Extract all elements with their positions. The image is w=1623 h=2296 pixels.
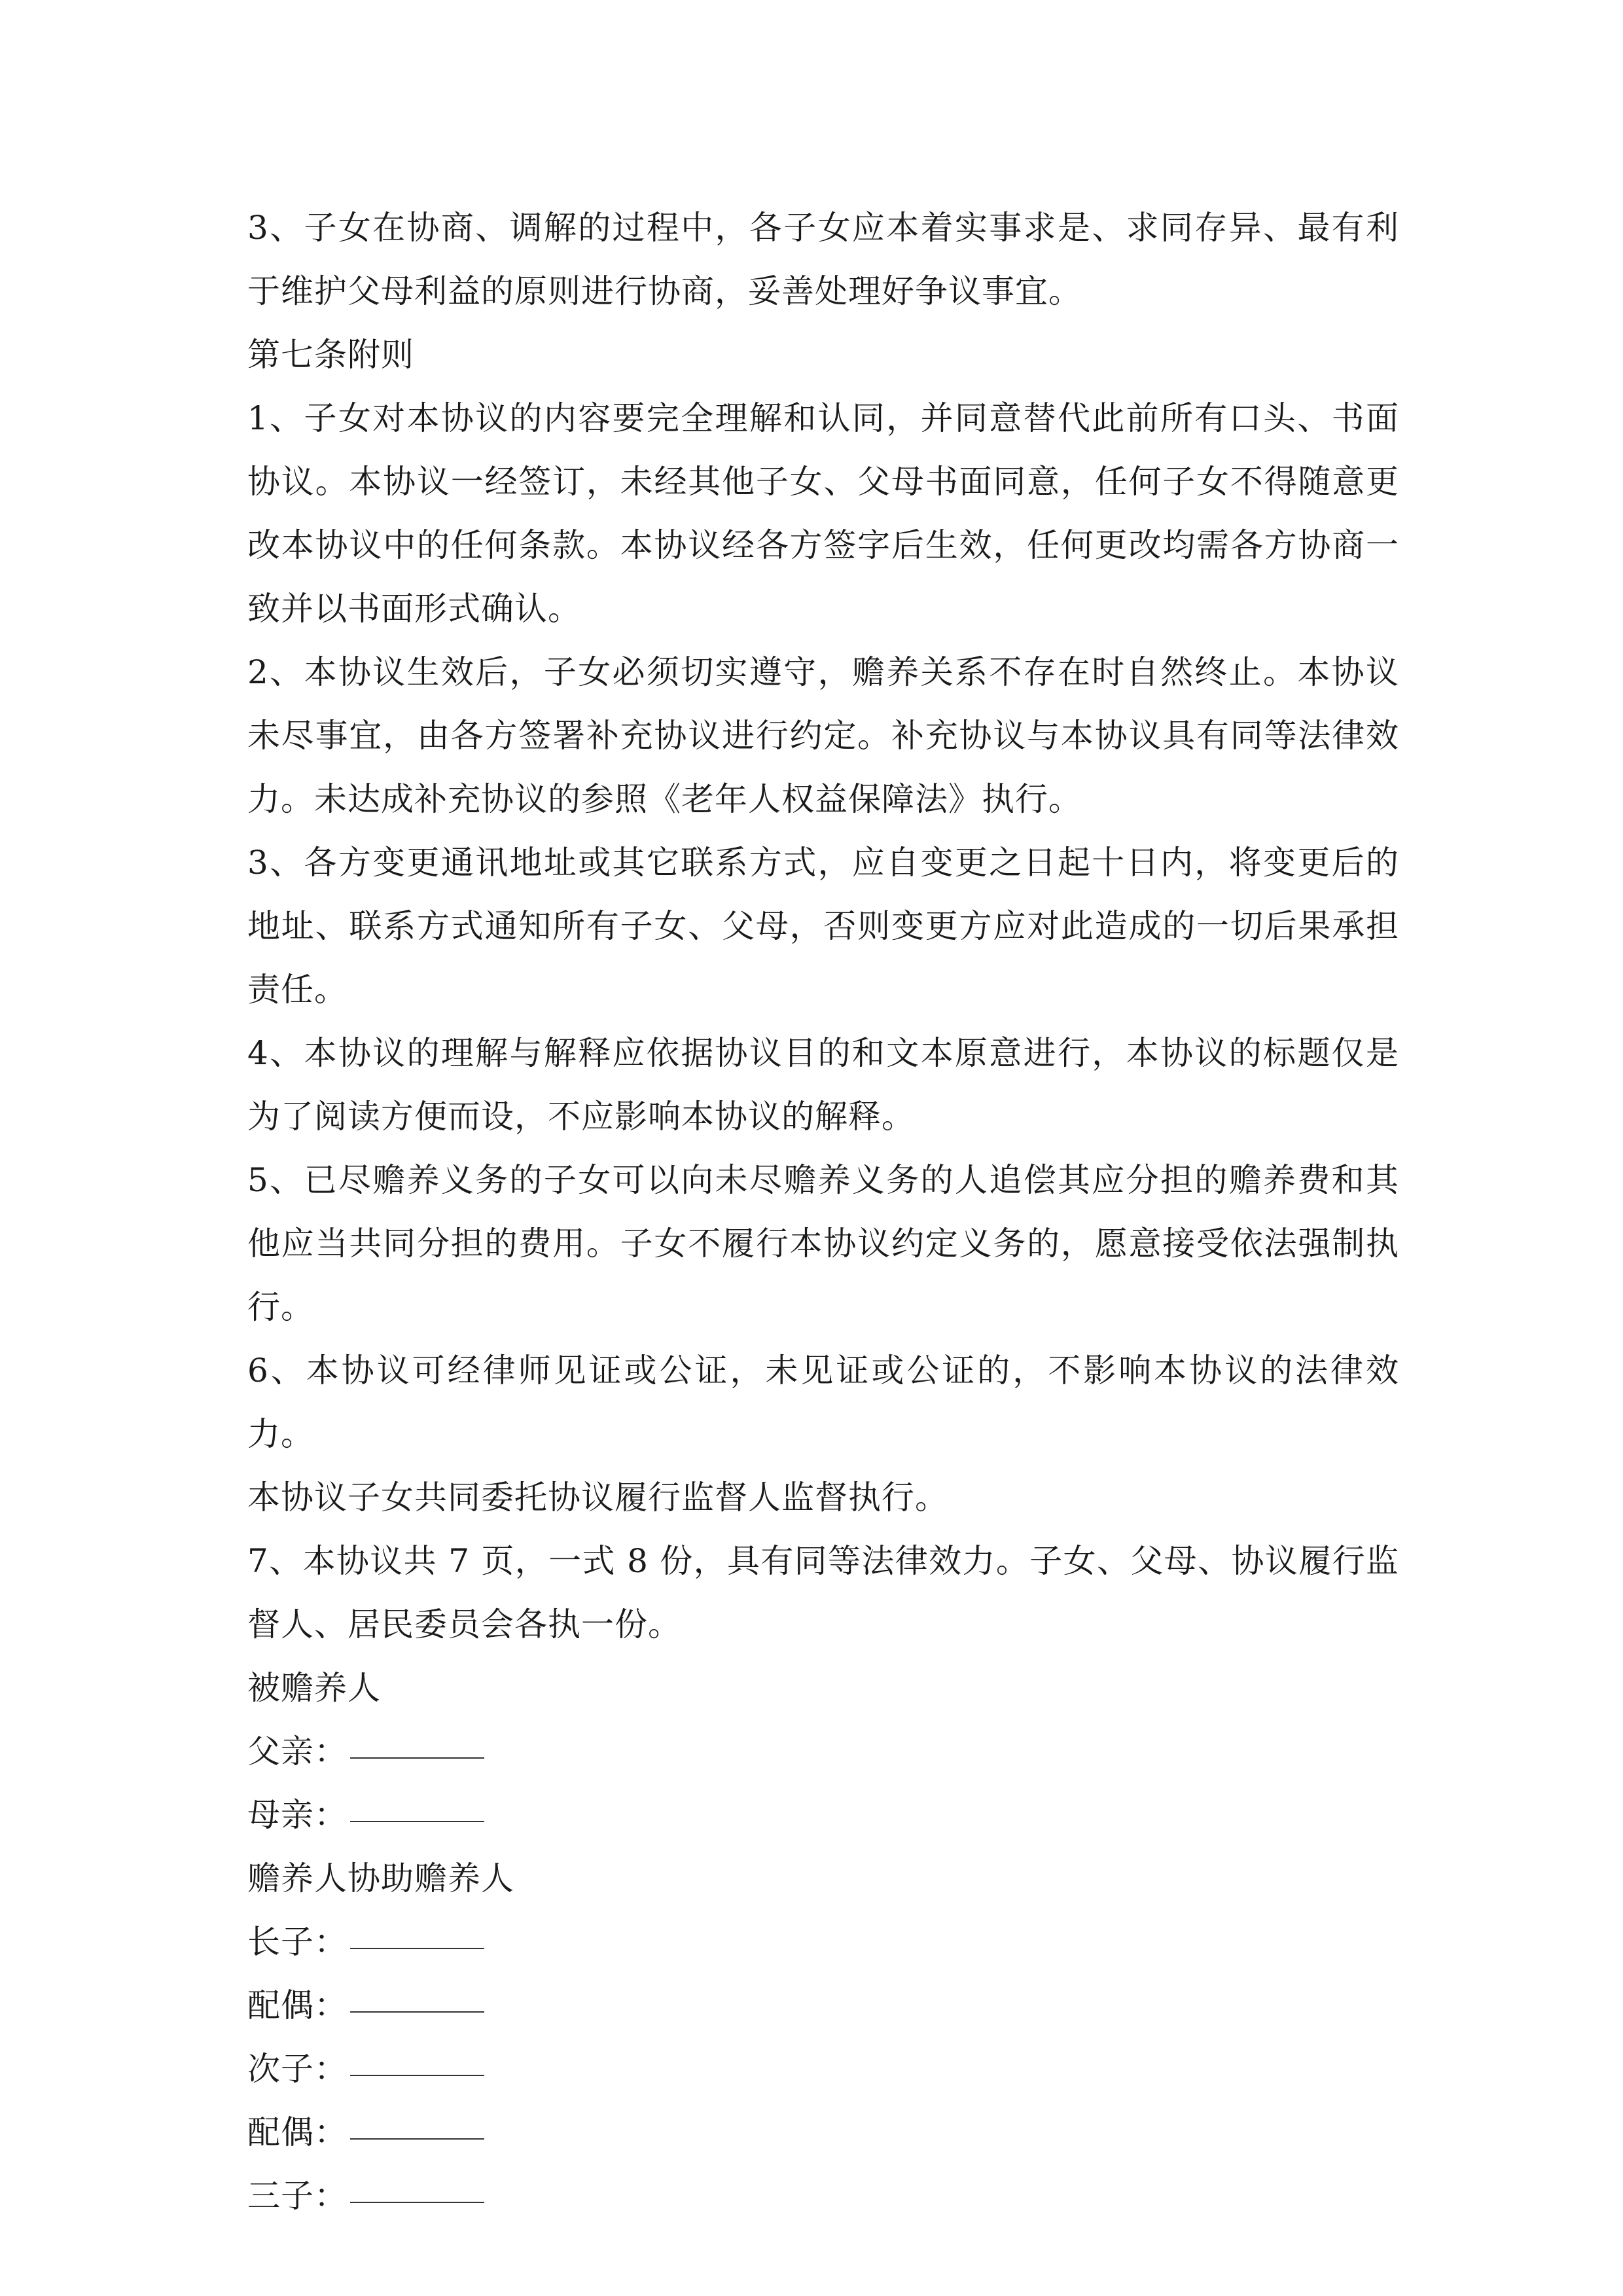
signature-line-second-son-spouse (247, 2101, 1399, 2164)
article-7-item-4: 4、本协议的理解与解释应依据协议目的和文本原意进行，本协议的标题仅是为了阅读方便而设，不应影响本协议的解释。 (247, 1034, 1399, 1136)
signature-line-second-son (247, 2037, 1399, 2101)
signature-label: 父亲： (247, 1732, 348, 1770)
signature-blank[interactable] (350, 2138, 484, 2140)
signature-blank[interactable] (350, 2201, 484, 2203)
article-7-item-6: 6、本协议可经律师见证或公证，未见证或公证的，不影响本协议的法律效力。 (247, 1352, 1399, 1453)
article-7-item-7: 7、本协议共 7 页，一式 8 份，具有同等法律效力。子女、父母、协议履行监督人、居民委员会各执一份。 (247, 1542, 1399, 1643)
signature-label: 次子： (247, 2050, 348, 2088)
article-7-item-5: 5、已尽赡养义务的子女可以向未尽赡养义务的人追偿其应分担的赡养费和其他应当共同分担的费用。子女不履行本协议约定义务的，愿意接受依法强制执行。 (247, 1161, 1399, 1326)
supporters-heading: 赡养人协助赡养人 (247, 1859, 514, 1897)
signature-label: 配偶： (247, 2113, 348, 2151)
signature-blank[interactable] (350, 1947, 484, 1949)
signature-label: 母亲： (247, 1796, 348, 1834)
supported-persons-heading: 被赡养人 (247, 1669, 381, 1707)
signature-line-eldest-son-spouse (247, 1974, 1399, 2037)
signature-label: 三子： (247, 2177, 348, 2215)
article-7-item-1: 1、子女对本协议的内容要完全理解和认同，并同意替代此前所有口头、书面协议。本协议一经签订，未经其他子女、父母书面同意，任何子女不得随意更改本协议中的任何条款。本协议经各方签字后生效，任何更改均需各方协商一致并以书面形式确认。 (247, 399, 1399, 628)
article-7-item-3: 3、各方变更通讯地址或其它联系方式，应自变更之日起十日内，将变更后的地址、联系方式通知所有子女、父母，否则变更方应对此造成的一切后果承担责任。 (247, 844, 1399, 1009)
signature-line-father (247, 1720, 1399, 1784)
signature-line-mother (247, 1784, 1399, 1847)
signature-blank[interactable] (350, 2074, 484, 2076)
signature-blank[interactable] (350, 1820, 484, 1822)
signature-blank[interactable] (350, 1757, 484, 1759)
signature-label: 配偶： (247, 1986, 348, 2024)
signature-label: 长子： (247, 1923, 348, 1961)
article-7-supervision-note: 本协议子女共同委托协议履行监督人监督执行。 (247, 1479, 948, 1516)
article-7-item-2: 2、本协议生效后，子女必须切实遵守，赡养关系不存在时自然终止。本协议未尽事宜，由各方签署补充协议进行约定。补充协议与本协议具有同等法律效力。未达成补充协议的参照《老年人权益保障法》执行。 (247, 653, 1399, 818)
signature-line-eldest-son (247, 1910, 1399, 1974)
document-body (247, 196, 1399, 2228)
signature-line-third-son (247, 2164, 1399, 2228)
signature-blank[interactable] (350, 2011, 484, 2013)
clause-6-item-3: 3、子女在协商、调解的过程中，各子女应本着实事求是、求同存异、最有利于维护父母利益的原则进行协商，妥善处理好争议事宜。 (247, 209, 1399, 310)
article-7-heading: 第七条附则 (247, 336, 414, 374)
